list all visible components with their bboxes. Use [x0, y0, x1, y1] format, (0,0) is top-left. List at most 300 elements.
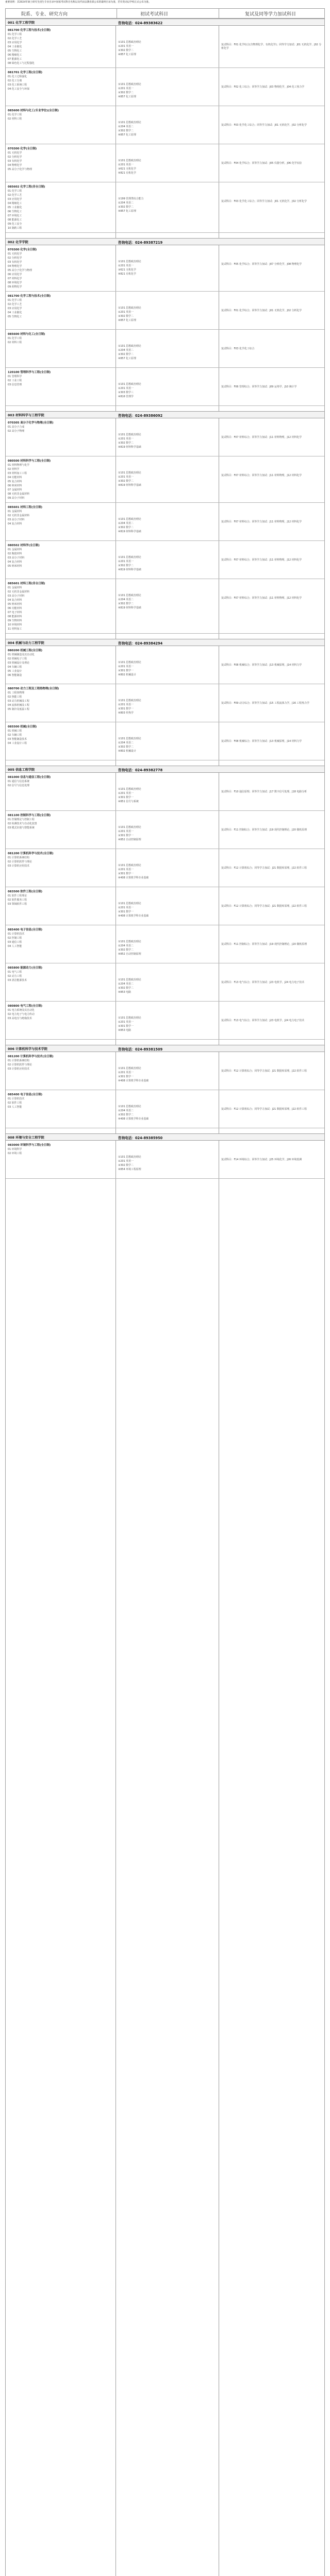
program-title: 080500 材料科学与工程(全日制) [8, 460, 51, 463]
research-direction: 02 动力工程 [8, 975, 22, 978]
header-col-exam: 初试考试科目 [117, 9, 219, 18]
retest-subjects: 复试科目：F11 控制综合；同等学力加试：J19 现代控制理论，J20 微机原理 [221, 828, 307, 832]
research-direction: 04 精细化工 [8, 202, 22, 205]
section-header-bar [6, 19, 324, 26]
program-title: 081200 计算机科学与技术(全日制) [8, 852, 54, 855]
exam-subject: ④857 化工原理 [118, 53, 136, 56]
row-separator [6, 1001, 324, 1002]
research-direction: 02 环境工程 [8, 1152, 22, 1155]
exam-subject: ③302 数学二 [118, 564, 134, 567]
research-direction: 03 机械设计及理论 [8, 662, 30, 665]
retest-subjects: 复试科目：F01 化学综合(含物理化学、有机化学)；同等学力加试：J01 无机化学，J02 分析化学 [221, 43, 322, 50]
exam-subject: ①101 思想政治理论 [118, 1016, 141, 1020]
exam-subject: ③302 数学二 [118, 129, 134, 132]
section-title: 006 计算机科学与技术学院 [8, 1047, 47, 1051]
exam-subject: ②204 英语二 [118, 741, 134, 744]
research-direction: 03 应用化学 [8, 198, 22, 201]
exam-subject: ②201 英语一 [118, 1160, 134, 1163]
research-direction: 03 清洁能源技术 [8, 979, 27, 982]
research-direction: 02 材料工程 [8, 117, 22, 121]
section-header-bar [6, 411, 324, 418]
section-phone: 咨询电话：024-89381509 [118, 1047, 163, 1052]
research-direction: 10 制药工程 [8, 227, 22, 230]
research-direction: 02 软件服务工程 [8, 899, 27, 902]
retest-subjects: 复试科目：F01 化学综合；同等学力加试：J01 无机化学，J02 分析化学 [221, 309, 302, 312]
exam-subject: ③301 数学一 [118, 1075, 134, 1078]
exam-subject: ①101 思想政治理论 [118, 518, 141, 521]
exam-subject: ②201 英语一 [118, 830, 134, 833]
research-direction: 02 软件工程 [8, 1101, 22, 1105]
research-direction: 02 控制工程 [8, 937, 22, 940]
program-title: 081000 信息与通信工程(全日制) [8, 776, 51, 779]
research-direction: 02 电力电子与电力传动 [8, 1013, 35, 1016]
table-header [5, 8, 325, 19]
exam-subject: ④803 传热学 [118, 711, 134, 715]
exam-subject: ②201 英语一 [118, 311, 134, 314]
research-direction: 08 环境化学 [8, 281, 22, 284]
research-direction: 01 化学工程 [8, 113, 22, 116]
exam-subject: ②201 英语一 [118, 163, 134, 166]
exam-subject: ④857 化工原理 [118, 210, 136, 213]
catalog-table [5, 19, 325, 2576]
exam-subject: ②204 英语二 [118, 349, 134, 352]
research-direction: 02 计算机软件与理论 [8, 1063, 32, 1066]
research-direction: 02 化学工艺 [8, 194, 22, 197]
research-direction: 07 金属材料 [8, 488, 22, 492]
exam-subject: ④802 机械设计 [118, 750, 136, 753]
research-direction: 06 纳米材料 [8, 484, 22, 487]
exam-subject: ②201 英语一 [118, 792, 134, 795]
research-direction: 04 工业催化 [8, 311, 22, 314]
research-direction: 01 机械制造及其自动化 [8, 653, 35, 656]
row-separator [6, 502, 324, 503]
program-title: 085600 材料与化工(全日制) [8, 333, 45, 336]
research-direction: 02 材料工程 [8, 341, 22, 344]
exam-subject: ③302 数学二 [118, 480, 134, 483]
exam-subject: ①101 思想政治理论 [118, 383, 141, 386]
retest-subjects: 复试科目：F04 化学综合；同等学力加试：J05 仪器分析，J06 化学实验 [221, 162, 302, 165]
research-direction: 03 计算机应用技术 [8, 1067, 30, 1071]
exam-subject: ①101 思想政治理论 [118, 661, 141, 664]
row-separator [6, 1178, 324, 1179]
exam-subject: ④821 有机化学 [118, 172, 136, 175]
research-direction: 02 检测技术与自动化装置 [8, 822, 37, 825]
retest-subjects: 复试科目：F03 化学化工综合；同等学力加试：J01 无机化学，J02 分析化学 [221, 124, 307, 127]
exam-subject: ②201 英语一 [118, 703, 134, 706]
research-direction: 03 高电压与绝缘技术 [8, 1017, 32, 1020]
research-direction: 02 机械电子工程 [8, 657, 27, 660]
research-direction: 02 无机非金属材料 [8, 514, 30, 517]
exam-subject: ④857 化工原理 [118, 95, 136, 98]
exam-subject: ②201 英语一 [118, 560, 134, 563]
exam-subject: ①101 思想政治理论 [118, 1105, 141, 1108]
research-direction: 06 智能制造 [8, 674, 22, 677]
exam-subject: ①101 思想政治理论 [118, 83, 141, 86]
exam-subject: ④821 有机化学 [118, 273, 136, 276]
section-header-bar [6, 1133, 324, 1141]
retest-subjects: 复试科目：F12 计算机综合；同等学力加试：J21 数据库原理，J22 软件工程 [221, 1108, 307, 1111]
research-direction: 04 物理化学 [8, 265, 22, 268]
row-separator [6, 540, 324, 541]
research-direction: 04 化工安全与环保 [8, 88, 30, 91]
section-header-bar [6, 238, 324, 245]
research-direction: 07 能源化工 [8, 58, 22, 61]
research-direction: 06 生物化工 [8, 210, 22, 213]
exam-subject: ④408 计算机学科专业基础 [118, 1117, 149, 1121]
retest-subjects: 复试科目：F03 化学化工综合 [221, 347, 255, 350]
exam-subject: ①101 思想政治理论 [118, 345, 141, 348]
exam-subject: ④819 材料科学基础 [118, 568, 141, 571]
exam-subject: ①101 思想政治理论 [118, 260, 141, 263]
exam-subject: ①101 思想政治理论 [118, 788, 141, 791]
research-direction: 03 信息管理 [8, 383, 22, 386]
research-direction: 06 功能材料 [8, 607, 22, 610]
research-direction: 03 化工系统工程 [8, 83, 27, 87]
research-direction: 01 化工过程强化 [8, 75, 27, 78]
exam-subject: ④408 计算机学科专业基础 [118, 1079, 149, 1082]
exam-subject: ①101 思想政治理论 [118, 41, 141, 44]
exam-subject: ①101 思想政治理论 [118, 737, 141, 740]
program-title: 083500 软件工程(全日制) [8, 890, 43, 893]
research-direction: 07 环境化工 [8, 214, 22, 217]
header-col-retest: 复试及同等学力加试科目 [245, 11, 296, 17]
exam-subject: ③301 数学一 [118, 796, 134, 799]
exam-subject: ②201 英语一 [118, 437, 134, 440]
research-direction: 02 陶瓷材料 [8, 552, 22, 555]
section-phone: 咨询电话：024-89387219 [118, 241, 163, 245]
retest-subjects: 复试科目：F07 材料综合；同等学力加试：J11 材料物理，J12 材料化学 [221, 558, 302, 562]
program-title: 120100 管理科学与工程(全日制) [8, 371, 51, 374]
retest-subjects: 复试科目：F03 化学化工综合；同等学力加试：J01 无机化学，J02 分析化学 [221, 200, 307, 203]
exam-subject: ④853 电路 [118, 991, 131, 994]
research-direction: 08 能源材料 [8, 615, 22, 618]
section-title: 003 材料科学与工程学院 [8, 414, 44, 417]
research-direction: 03 有机化学 [8, 160, 22, 163]
exam-subject: ③302 数学二 [118, 745, 134, 749]
exam-subject: ④802 机械设计 [118, 673, 136, 676]
research-direction: 02 热能工程 [8, 696, 22, 699]
exam-subject: ②201 英语一 [118, 906, 134, 909]
research-direction: 09 生物材料 [8, 619, 22, 622]
research-direction: 04 复合材料 [8, 522, 22, 526]
exam-subject: ②201 英语一 [118, 868, 134, 871]
exam-subject: ①101 思想政治理论 [118, 699, 141, 702]
research-direction: 02 化学工艺 [8, 37, 22, 40]
research-direction: 09 化工安全 [8, 223, 22, 226]
exam-subject: ③301 数学一 [118, 834, 134, 837]
research-direction: 01 金属材料 [8, 548, 22, 551]
exam-subject: ④819 材料科学基础 [118, 606, 141, 609]
research-direction: 01 无机化学 [8, 252, 22, 256]
row-separator [6, 291, 324, 292]
research-direction: 02 化工分离 [8, 79, 22, 82]
exam-subject: ③301 数学一 [118, 1025, 134, 1028]
program-title: 080200 机械工程(全日制) [8, 649, 43, 652]
research-direction: 01 化学工程 [8, 337, 22, 340]
research-direction: 05 高分子化学与物理 [8, 168, 32, 171]
research-direction: 05 生物化工 [8, 315, 22, 318]
research-direction: 08 无机非金属材料 [8, 493, 30, 496]
exam-subject: ④819 材料科学基础 [118, 530, 141, 533]
research-direction: 01 计算机系统结构 [8, 856, 30, 859]
exam-subject: ③301 数学一 [118, 669, 134, 672]
retest-subjects: 复试科目：F10 通信原理；同等学力加试：J17 数字信号处理，J18 电路分析 [221, 790, 307, 793]
program-title: 085400 电子信息(全日制) [8, 1093, 43, 1096]
exam-subject: ①101 思想政治理论 [118, 471, 141, 474]
research-direction: 06 应用化学 [8, 273, 22, 276]
program-title: 081701 化学工程(全日制) [8, 71, 43, 74]
research-direction: 02 化学工艺 [8, 303, 22, 306]
program-title: 081200 计算机科学与技术(全日制) [8, 1055, 54, 1058]
program-title: 081700 化学工程与技术(全日制) [8, 29, 51, 32]
research-direction: 01 无机化学 [8, 151, 22, 155]
research-direction: 04 工业设计工程 [8, 742, 27, 745]
exam-subject: ②204 英语二 [118, 944, 134, 947]
row-separator [6, 367, 324, 368]
exam-subject: ④408 计算机学科专业基础 [118, 914, 149, 918]
research-direction: 01 金属材料 [8, 510, 22, 513]
research-direction: 05 纳米材料 [8, 565, 22, 568]
exam-subject: ③301 数学一 [118, 910, 134, 913]
row-separator [6, 67, 324, 68]
exam-subject: ③301 数学一 [118, 707, 134, 710]
research-direction: 04 复合材料 [8, 561, 22, 564]
research-direction: 02 工业工程 [8, 379, 22, 382]
exam-subject: ④851 信号与系统 [118, 800, 139, 803]
row-separator [6, 405, 324, 406]
row-separator [6, 232, 324, 233]
research-direction: 07 电子材料 [8, 611, 22, 614]
exam-subject: ②204 英语二 [118, 522, 134, 525]
exam-subject: ③303 数学三 [118, 391, 134, 394]
research-direction: 04 流体机械及工程 [8, 704, 30, 707]
program-title: 070305 高分子化学与物理(全日制) [8, 421, 54, 425]
exam-subject: ②204 英语二 [118, 201, 134, 205]
research-direction: 03 应用化学 [8, 41, 22, 44]
exam-subject: ①101 思想政治理论 [118, 556, 141, 559]
research-direction: 03 动力机械及工程 [8, 700, 30, 703]
retest-subjects: 复试科目：F02 化工综合；同等学力加试：J03 物理化学，J04 化工热力学 [221, 86, 305, 89]
exam-subject: ②201 英语一 [118, 476, 134, 479]
exam-subject: ②204 英语二 [118, 1109, 134, 1112]
research-direction: 05 工业设计 [8, 670, 22, 673]
exam-subject: ③302 数学二 [118, 1164, 134, 1167]
research-direction: 09 高分子材料 [8, 497, 25, 500]
exam-subject: ②201 英语一 [118, 87, 134, 90]
retest-subjects: 复试科目：F07 材料综合；同等学力加试：J11 材料物理，J12 材料化学 [221, 520, 302, 523]
research-direction: 01 电气工程 [8, 971, 22, 974]
research-direction: 06 精细化工 [8, 54, 22, 57]
research-direction: 01 通信与信息系统 [8, 780, 30, 783]
retest-subjects: 复试科目：F12 计算机综合；同等学力加试：J21 数据库原理，J22 软件工程 [221, 905, 307, 908]
exam-subject: ①101 思想政治理论 [118, 159, 141, 162]
research-direction: 01 计算机技术 [8, 933, 25, 936]
retest-subjects: 复试科目：F12 计算机综合；同等学力加试：J21 数据库原理，J22 软件工程 [221, 1070, 307, 1073]
section-title: 008 环境与安全工程学院 [8, 1136, 44, 1140]
row-separator [6, 329, 324, 330]
research-direction: 01 电力系统及其自动化 [8, 1009, 35, 1012]
program-title: 080700 动力工程及工程热物理(全日制) [8, 687, 59, 690]
exam-subject: ③302 数学二 [118, 206, 134, 209]
header-col-program: 院系、专业、研究方向 [6, 9, 117, 18]
section-phone: 咨询电话：024-89385950 [118, 1136, 163, 1140]
row-separator [6, 810, 324, 811]
research-direction: 01 计算机系统结构 [8, 1059, 30, 1062]
exam-subject: ③302 数学二 [118, 91, 134, 94]
research-direction: 03 高分子材料 [8, 595, 25, 598]
research-direction: 01 环境科学 [8, 1148, 22, 1151]
retest-subjects: 复试科目：F11 控制综合；同等学力加试：J19 现代控制理论，J20 微机原理 [221, 943, 307, 946]
retest-subjects: 复试科目：F08 机械综合；同等学力加试：J13 机械原理，J14 材料力学 [221, 664, 302, 667]
exam-subject: ①101 思想政治理论 [118, 864, 141, 867]
exam-subject: ④857 化工原理 [118, 319, 136, 322]
retest-subjects: 复试科目：F07 材料综合；同等学力加试：J11 材料物理，J12 材料化学 [221, 597, 302, 600]
row-separator [6, 633, 324, 634]
exam-subject: ④852 自动控制原理 [118, 838, 141, 841]
exam-subject: ①101 思想政治理论 [118, 307, 141, 310]
program-title: 085400 电子信息(全日制) [8, 928, 43, 931]
exam-subject: ②201 英语一 [118, 387, 134, 390]
retest-subjects: 复试科目：F14 环境综合；同等学力加试：J25 环境化学，J26 环境监测 [221, 1158, 302, 1161]
section-phone: 咨询电话：024-89383622 [118, 21, 163, 25]
retest-subjects: 复试科目：F08 机械综合；同等学力加试：J13 机械原理，J14 材料力学 [221, 740, 302, 743]
section-title: 001 化学工程学院 [8, 21, 35, 25]
exam-subject: ③302 数学二 [118, 526, 134, 529]
section-phone: 咨询电话：024-89382778 [118, 768, 163, 772]
retest-subjects: 复试科目：F13 电气综合；同等学力加试：J23 电机学，J24 电力电子技术 [221, 981, 305, 984]
exam-subject: ④819 材料科学基础 [118, 484, 141, 487]
research-direction: 01 机械工程 [8, 730, 22, 733]
research-direction: 02 车辆工程 [8, 734, 22, 737]
retest-subjects: 复试科目：F12 计算机综合；同等学力加试：J21 数据库原理，J22 软件工程 [221, 867, 307, 870]
research-direction: 02 计算机软件与理论 [8, 860, 32, 863]
research-direction: 01 控制理论与控制工程 [8, 818, 35, 821]
section-title: 004 机械与动力工程学院 [8, 641, 44, 645]
research-direction: 04 功能材料 [8, 476, 22, 479]
retest-subjects: 复试科目：F13 电气综合；同等学力加试：J23 电机学，J24 电力电子技术 [221, 1019, 305, 1022]
exam-subject: ③302 数学二 [118, 49, 134, 52]
exam-subject: ②204 英语二 [118, 982, 134, 986]
research-direction: 01 高分子合成 [8, 426, 25, 429]
research-direction: 02 信号与信息处理 [8, 784, 30, 787]
exam-subject: ①101 思想政治理论 [118, 940, 141, 943]
research-direction: 08 绿色化工与过程强化 [8, 62, 35, 65]
research-direction: 02 高分子物理 [8, 430, 25, 433]
research-direction: 01 化学工程 [8, 190, 22, 193]
research-direction: 02 分析化学 [8, 156, 22, 159]
exam-subject: ①199 管理类综合能力 [118, 197, 144, 200]
exam-subject: ③302 数学二 [118, 315, 134, 318]
exam-subject: ①101 思想政治理论 [118, 826, 141, 829]
exam-subject: ③302 数学二 [118, 353, 134, 356]
program-title: 085600 材料与化工(专业学位)(全日制) [8, 109, 59, 112]
research-direction: 04 车辆工程 [8, 666, 22, 669]
program-title: 070300 化学(全日制) [8, 147, 37, 150]
research-direction: 05 高分子化学与物理 [8, 269, 32, 272]
research-direction: 04 物理化学 [8, 164, 22, 167]
exam-subject: ④857 化工原理 [118, 357, 136, 360]
exam-subject: ①101 思想政治理论 [118, 121, 141, 124]
section-phone: 咨询电话：024-89386092 [118, 414, 163, 418]
exam-subject: ①101 思想政治理论 [118, 1156, 141, 1159]
exam-subject: ②204 英语二 [118, 598, 134, 601]
research-direction: 02 无机非金属材料 [8, 590, 30, 594]
exam-subject: ②204 英语二 [118, 125, 134, 128]
research-direction: 03 通信工程 [8, 941, 22, 944]
program-title: 081700 化学工程与技术(全日制) [8, 295, 51, 298]
program-title: 070300 化学(全日制) [8, 248, 37, 251]
program-title: 083000 环境科学与工程(全日制) [8, 1144, 51, 1147]
exam-subject: ③302 数学二 [118, 987, 134, 990]
research-direction: 11 材料加工 [8, 628, 22, 631]
research-direction: 05 工业催化 [8, 206, 22, 209]
research-direction: 01 化学工程 [8, 33, 22, 36]
section-title: 005 信息工程学院 [8, 768, 35, 772]
research-direction: 03 有机化学 [8, 261, 22, 264]
research-direction: 03 高分子材料 [8, 556, 25, 560]
exam-subject: ③302 数学二 [118, 1113, 134, 1116]
research-direction: 01 化学工程 [8, 299, 22, 302]
section-header-bar [6, 766, 324, 773]
program-title: 080800 电气工程(全日制) [8, 1005, 43, 1008]
research-direction: 01 金属材料 [8, 586, 22, 589]
retest-subjects: 复试科目：F05 化学综合；同等学力加试：J07 分析化学，J08 物理化学 [221, 263, 302, 266]
exam-subject: ④816 管理学 [118, 395, 134, 398]
research-direction: 05 生物化工 [8, 49, 22, 53]
program-title: 085601 材料工程(全日制) [8, 506, 43, 509]
program-title: 085500 机械(全日制) [8, 725, 37, 728]
research-direction: 03 材料加工工程 [8, 472, 27, 475]
research-direction: 03 高分子材料 [8, 518, 25, 521]
research-direction: 01 软件工程理论 [8, 894, 27, 897]
exam-subject: ①101 思想政治理论 [118, 902, 141, 905]
research-direction: 03 人工智能 [8, 1106, 22, 1109]
research-direction: 04 工业催化 [8, 45, 22, 48]
research-direction: 02 分析化学 [8, 257, 22, 260]
exam-subject: ①101 思想政治理论 [118, 978, 141, 981]
research-direction: 10 环境材料 [8, 623, 22, 626]
exam-subject: ③301 数学一 [118, 872, 134, 875]
exam-subject: ②201 英语一 [118, 1021, 134, 1024]
exam-subject: ④408 计算机学科专业基础 [118, 876, 149, 879]
section-header-bar [6, 639, 324, 646]
program-title: 081100 控制科学与工程(全日制) [8, 814, 51, 817]
research-direction: 01 工程热物理 [8, 691, 25, 694]
exam-subject: ②201 英语一 [118, 665, 134, 668]
exam-subject: ③621 无机化学 [118, 167, 136, 171]
research-direction: 03 应用化学 [8, 307, 22, 310]
exam-subject: ④854 环境工程原理 [118, 1168, 141, 1171]
row-separator [6, 1039, 324, 1040]
retest-subjects: 复试科目：F09 动力综合；同等学力加试：J15 工程流体力学，J16 工程热力学 [221, 702, 309, 705]
exam-subject: ③302 数学二 [118, 442, 134, 445]
retest-subjects: 复试科目：F07 材料综合；同等学力加试：J11 材料物理，J12 材料化学 [221, 436, 302, 439]
research-direction: 03 智能制造技术 [8, 738, 27, 741]
exam-subject: ③302 数学二 [118, 602, 134, 605]
exam-subject: ②201 英语一 [118, 1071, 134, 1074]
research-direction: 03 领域软件工程 [8, 903, 27, 906]
program-title: 085800 能源动力(全日制) [8, 967, 43, 970]
exam-subject: ①101 思想政治理论 [118, 594, 141, 597]
exam-subject: ①101 思想政治理论 [118, 1067, 141, 1070]
retest-subjects: 复试科目：F07 材料综合；同等学力加试：J11 材料物理，J12 材料化学 [221, 474, 302, 477]
research-direction: 04 复合材料 [8, 599, 22, 602]
research-direction: 05 复合材料 [8, 480, 22, 483]
exam-subject: ④852 自动控制原理 [118, 953, 141, 956]
exam-subject: ④819 材料科学基础 [118, 446, 141, 449]
research-direction: 08 能源化工 [8, 218, 22, 222]
section-header-bar [6, 1045, 324, 1052]
